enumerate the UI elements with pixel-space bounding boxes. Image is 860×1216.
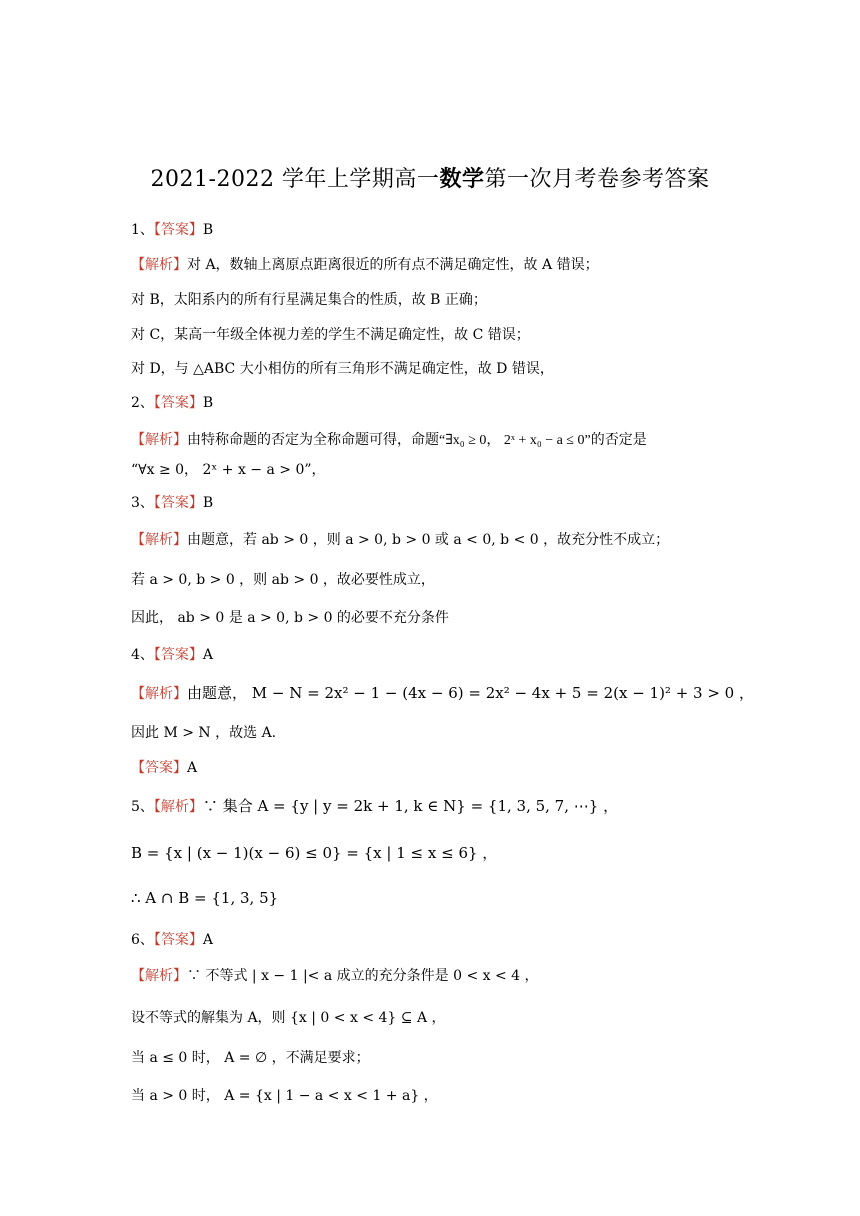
question-number: 3、 xyxy=(131,495,154,511)
line-text: 当 a > 0 时， A = {x | 1 − a < x < 1 + a} ， xyxy=(131,1088,438,1104)
analysis-tag: 【解析】 xyxy=(131,432,187,448)
q3-analysis-line-c xyxy=(131,608,731,628)
q5-analysis-line-b xyxy=(131,843,731,864)
q4-analysis-line xyxy=(131,683,754,704)
answer-tag: 【答案】 xyxy=(153,932,203,948)
line-text: 因此， ab > 0 是 a > 0, b > 0 的必要不充分条件 xyxy=(131,610,449,626)
line-text: 设不等式的解集为 A，则 {x | 0 < x < 4} ⊆ A ， xyxy=(131,1010,446,1026)
question-number: 6、 xyxy=(131,932,154,948)
title-subject: 数学 xyxy=(439,166,485,192)
answer-tag: 【答案】 xyxy=(153,222,203,238)
q3-analysis-line-b xyxy=(131,570,731,590)
q2-analysis-line xyxy=(131,430,731,451)
q6-answer-line xyxy=(131,930,731,950)
analysis-tag: 【解析】 xyxy=(131,257,187,273)
q6-analysis-line-c xyxy=(131,1048,731,1068)
question-number: 1、 xyxy=(131,222,154,238)
q5-analysis-line xyxy=(131,796,731,817)
line-text: 由特称命题的否定为全称命题可得，命题“∃x₀ ≥ 0， 2ˣ + x₀ − a ≤ 0”的否定是 xyxy=(187,433,647,448)
line-text: 当 a ≤ 0 时， A = ∅ ，不满足要求； xyxy=(131,1050,370,1066)
answer-tag: 【答案】 xyxy=(131,760,187,776)
title-part-2: 第一次月考卷参考答案 xyxy=(484,167,710,192)
question-number: 5、 xyxy=(131,799,154,815)
q2-answer-line xyxy=(131,393,731,413)
line-text: A xyxy=(202,932,214,948)
q6-analysis-line-b xyxy=(131,1008,731,1028)
analysis-tag: 【解析】 xyxy=(131,532,187,548)
line-text: ∵ 不等式 | x − 1 |< a 成立的充分条件是 0 < x < 4 ， xyxy=(187,968,539,984)
q4-answer-repeat-line xyxy=(131,758,731,778)
line-text: 因此 M > N ，故选 A. xyxy=(131,725,277,741)
answer-tag: 【答案】 xyxy=(153,395,203,411)
line-text: “∀x ≥ 0， 2ˣ + x − a > 0”， xyxy=(131,462,326,478)
q6-analysis-line xyxy=(131,966,731,986)
q3-answer-line xyxy=(131,493,731,513)
q6-analysis-line-d xyxy=(131,1086,731,1106)
line-text: 对 D，与 △ABC 大小相仿的所有三角形不满足确定性，故 D 错误， xyxy=(131,361,554,377)
line-text: A xyxy=(187,760,198,776)
line-text: B xyxy=(202,395,214,411)
q1-analysis-line-d xyxy=(131,359,731,379)
line-text: 若 a > 0, b > 0 ，则 ab > 0 ，故必要性成立， xyxy=(131,572,435,588)
line-text: 对 A，数轴上离原点距离很近的所有点不满足确定性，故 A 错误； xyxy=(187,257,599,273)
line-text: ∵ 集合 A = {y | y = 2k + 1, k ∈ N} = {1, 3, 5, 7, ⋯} ， xyxy=(202,797,619,815)
line-text: 对 C，某高一年级全体视力差的学生不满足确定性，故 C 错误； xyxy=(131,327,530,343)
answer-tag: 【答案】 xyxy=(153,647,203,663)
q3-analysis-line xyxy=(131,530,731,550)
question-number: 4、 xyxy=(131,647,154,663)
q4-answer-line xyxy=(131,645,731,665)
line-text: B = {x | (x − 1)(x − 6) ≤ 0} = {x | 1 ≤ x ≤ 6} ， xyxy=(131,844,498,862)
question-number: 2、 xyxy=(131,395,154,411)
page-title xyxy=(0,163,860,196)
answer-tag: 【答案】 xyxy=(153,495,203,511)
q1-analysis-line xyxy=(131,255,731,275)
analysis-tag: 【解析】 xyxy=(131,968,187,984)
analysis-tag: 【解析】 xyxy=(131,686,187,702)
q2-analysis-line-b xyxy=(131,460,731,480)
line-text: 由题意，若 ab > 0 ，则 a > 0, b > 0 或 a < 0, b < 0 ，故充分性不成立； xyxy=(187,532,670,548)
analysis-tag: 【解析】 xyxy=(153,799,203,815)
line-text: ∴ A ∩ B = {1, 3, 5} xyxy=(131,889,279,907)
line-text: 对 B，太阳系内的所有行星满足集合的性质，故 B 正确； xyxy=(131,292,487,308)
line-text: B xyxy=(202,495,214,511)
q5-analysis-line-c xyxy=(131,888,731,909)
q1-analysis-line-c xyxy=(131,325,731,345)
line-text: 由题意， M − N = 2x² − 1 − (4x − 6) = 2x² − 4x + 5 = 2(x − 1)² + 3 > 0 ， xyxy=(187,684,754,702)
q4-analysis-line-b xyxy=(131,723,731,743)
line-text: A xyxy=(202,647,214,663)
title-part-1: 2021-2022 学年上学期高一 xyxy=(150,167,440,192)
line-text: B xyxy=(202,222,214,238)
q1-analysis-line-b xyxy=(131,290,731,310)
q1-answer-line xyxy=(131,220,731,240)
